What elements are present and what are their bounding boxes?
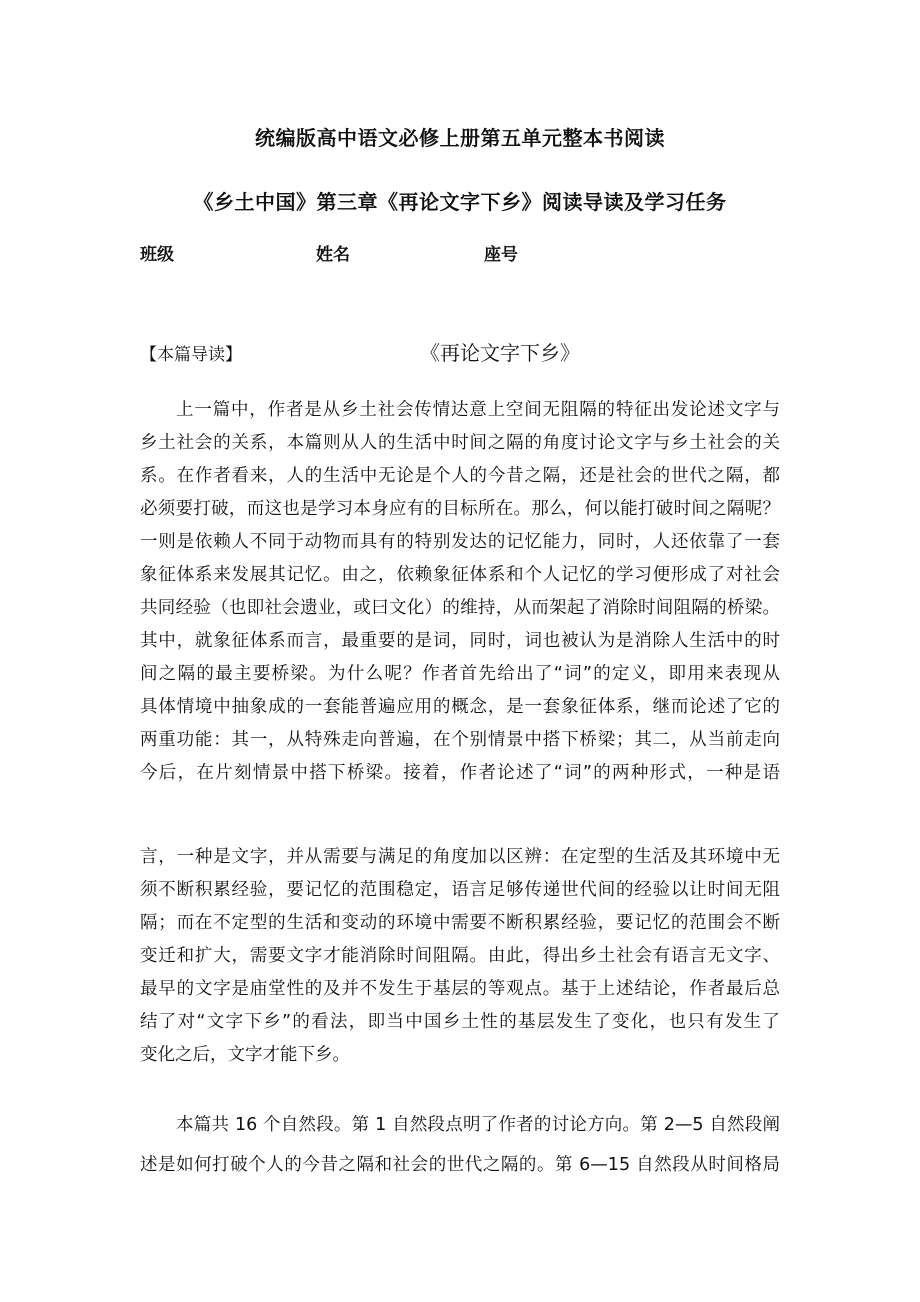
paragraph-line: 变化之后，文字才能下乡。 xyxy=(140,1045,350,1065)
class-field-label: 班级 xyxy=(140,245,174,265)
paragraph-line: 间之隔的最主要桥梁。为什么呢？作者首先给出了“词”的定义，即用来表现从 xyxy=(140,664,780,684)
paragraph-line: 今后，在片刻情景中搭下桥梁。接着，作者论述了“词”的两种形式，一种是语 xyxy=(140,763,780,783)
paragraph-line: 上一篇中，作者是从乡土社会传情达意上空间无阻隔的特征出发论述文字与 xyxy=(176,400,780,420)
paragraph-line: 须不断积累经验，要记忆的范围稳定，语言足够传递世代间的经验以让时间无阻 xyxy=(140,880,780,900)
seat-field-label: 座号 xyxy=(484,245,518,265)
paragraph-line: 结了对“文字下乡”的看法，即当中国乡土性的基层发生了变化，也只有发生了 xyxy=(140,1012,780,1032)
paragraph-line: 本篇共 16 个自然段。第 1 自然段点明了作者的讨论方向。第 2—5 自然段阐 xyxy=(176,1115,780,1135)
paragraph-line: 最早的文字是庙堂性的及并不发生于基层的等观点。基于上述结论，作者最后总 xyxy=(140,979,780,999)
paragraph-line: 其中，就象征体系而言，最重要的是词，同时，词也被认为是消除人生活中的时 xyxy=(140,631,780,651)
paragraph-line: 述是如何打破个人的今昔之隔和社会的世代之隔的。第 6—15 自然段从时间格局 xyxy=(140,1155,780,1175)
paragraph-line: 两重功能：其一，从特殊走向普遍，在个别情景中搭下桥梁；其二，从当前走向 xyxy=(140,730,780,750)
document-subtitle: 《乡土中国》第三章《再论文字下乡》阅读导读及学习任务 xyxy=(193,190,727,214)
paragraph-line: 系。在作者看来，人的生活中无论是个人的今昔之隔，还是社会的世代之隔，都 xyxy=(140,466,780,486)
document-title: 统编版高中语文必修上册第五单元整本书阅读 xyxy=(255,126,665,150)
paragraph-line: 一则是依赖人不同于动物而具有的特别发达的记忆能力，同时，人还依靠了一套 xyxy=(140,532,780,552)
name-field-label: 姓名 xyxy=(316,245,350,265)
paragraph-line: 隔；而在不定型的生活和变动的环境中需要不断积累经验，要记忆的范围会不断 xyxy=(140,913,780,933)
paragraph-line: 言，一种是文字，并从需要与满足的角度加以区辨：在定型的生活及其环境中无 xyxy=(140,847,780,867)
paragraph-line: 乡土社会的关系，本篇则从人的生活中时间之隔的角度讨论文字与乡土社会的关 xyxy=(140,433,780,453)
section-tag: 【本篇导读】 xyxy=(140,345,242,365)
paragraph-line: 必须要打破，而这也是学习本身应有的目标所在。那么，何以能打破时间之隔呢？ xyxy=(140,499,780,519)
paragraph-line: 象征体系来发展其记忆。由之，依赖象征体系和个人记忆的学习便形成了对社会 xyxy=(140,565,780,585)
paragraph-line: 具体情境中抽象成的一套能普遍应用的概念，是一套象征体系，继而论述了它的 xyxy=(140,697,780,717)
article-title: 《再论文字下乡》 xyxy=(420,341,580,365)
paragraph-line: 共同经验（也即社会遗业，或曰文化）的维持，从而架起了消除时间阻隔的桥梁。 xyxy=(140,598,780,618)
paragraph-line: 变迁和扩大，需要文字才能消除时间阻隔。由此，得出乡土社会有语言无文字、 xyxy=(140,946,780,966)
